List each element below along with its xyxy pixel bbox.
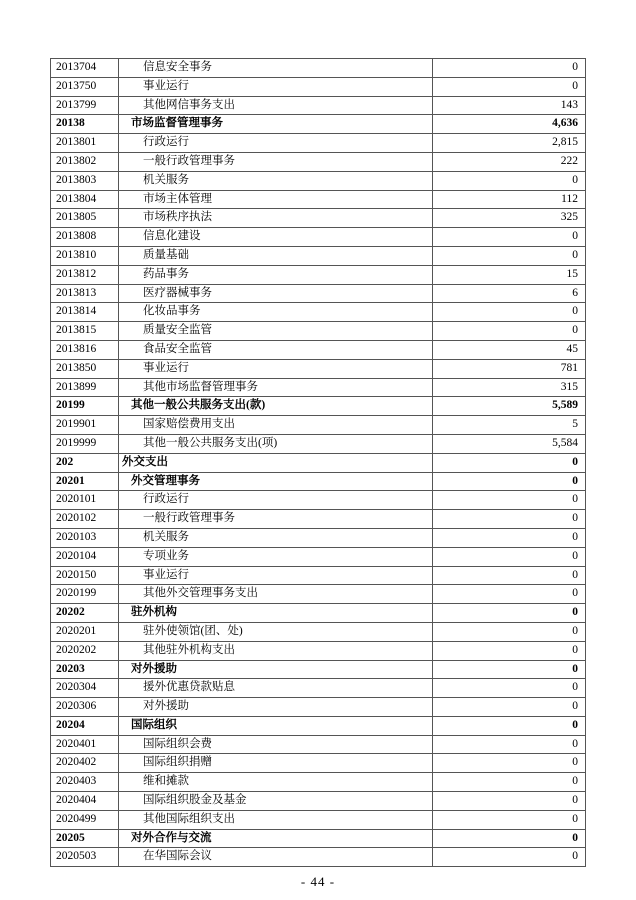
value-cell: 0 (433, 735, 586, 754)
name-cell: 食品安全监管 (119, 340, 433, 359)
name-cell: 国际组织股金及基金 (119, 792, 433, 811)
name-cell: 对外合作与交流 (119, 829, 433, 848)
name-cell: 质量安全监管 (119, 322, 433, 341)
value-cell: 0 (433, 547, 586, 566)
name-cell: 驻外使领馆(团、处) (119, 622, 433, 641)
name-cell: 一般行政管理事务 (119, 510, 433, 529)
table-row (51, 322, 586, 341)
name-cell: 化妆品事务 (119, 303, 433, 322)
code-cell: 2020104 (51, 547, 119, 566)
code-cell: 2013850 (51, 359, 119, 378)
name-cell: 其他驻外机构支出 (119, 641, 433, 660)
value-cell: 0 (433, 698, 586, 717)
code-cell: 2013815 (51, 322, 119, 341)
code-cell: 2013899 (51, 378, 119, 397)
table-row (51, 265, 586, 284)
table-row (51, 416, 586, 435)
code-cell: 2013816 (51, 340, 119, 359)
value-cell: 5,584 (433, 434, 586, 453)
table-row (51, 378, 586, 397)
table-row (51, 848, 586, 867)
table-row (51, 660, 586, 679)
name-cell: 维和摊款 (119, 773, 433, 792)
name-cell: 其他市场监督管理事务 (119, 378, 433, 397)
code-cell: 20203 (51, 660, 119, 679)
value-cell: 0 (433, 59, 586, 78)
table-row (51, 792, 586, 811)
name-cell: 市场主体管理 (119, 190, 433, 209)
value-cell: 5 (433, 416, 586, 435)
table-row (51, 59, 586, 78)
table-row (51, 190, 586, 209)
code-cell: 2013801 (51, 134, 119, 153)
value-cell: 0 (433, 171, 586, 190)
name-cell: 外交管理事务 (119, 472, 433, 491)
name-cell: 一般行政管理事务 (119, 152, 433, 171)
code-cell: 2020103 (51, 528, 119, 547)
table-row (51, 585, 586, 604)
name-cell: 专项业务 (119, 547, 433, 566)
name-cell: 驻外机构 (119, 604, 433, 623)
name-cell: 事业运行 (119, 359, 433, 378)
name-cell: 国际组织会费 (119, 735, 433, 754)
name-cell: 信息化建设 (119, 228, 433, 247)
value-cell: 0 (433, 528, 586, 547)
table-row (51, 134, 586, 153)
code-cell: 2020403 (51, 773, 119, 792)
table-row (51, 528, 586, 547)
code-cell: 2020402 (51, 754, 119, 773)
table-row (51, 698, 586, 717)
code-cell: 2020401 (51, 735, 119, 754)
budget-table-body (51, 59, 586, 867)
code-cell: 2013802 (51, 152, 119, 171)
value-cell: 45 (433, 340, 586, 359)
table-row (51, 679, 586, 698)
value-cell: 0 (433, 566, 586, 585)
code-cell: 20201 (51, 472, 119, 491)
table-row (51, 397, 586, 416)
name-cell: 市场秩序执法 (119, 209, 433, 228)
code-cell: 2020150 (51, 566, 119, 585)
value-cell: 0 (433, 453, 586, 472)
table-row (51, 171, 586, 190)
budget-table (50, 58, 586, 867)
code-cell: 2020201 (51, 622, 119, 641)
code-cell: 2020404 (51, 792, 119, 811)
code-cell: 202 (51, 453, 119, 472)
code-cell: 20202 (51, 604, 119, 623)
value-cell: 0 (433, 246, 586, 265)
value-cell: 0 (433, 848, 586, 867)
name-cell: 其他一般公共服务支出(项) (119, 434, 433, 453)
table-row (51, 604, 586, 623)
table-row (51, 735, 586, 754)
name-cell: 行政运行 (119, 134, 433, 153)
table-row (51, 566, 586, 585)
code-cell: 2020306 (51, 698, 119, 717)
code-cell: 2020503 (51, 848, 119, 867)
code-cell: 2013803 (51, 171, 119, 190)
name-cell: 事业运行 (119, 77, 433, 96)
value-cell: 0 (433, 641, 586, 660)
table-row (51, 716, 586, 735)
code-cell: 2013799 (51, 96, 119, 115)
table-row (51, 152, 586, 171)
table-row (51, 773, 586, 792)
code-cell: 20204 (51, 716, 119, 735)
value-cell: 2,815 (433, 134, 586, 153)
value-cell: 0 (433, 472, 586, 491)
name-cell: 其他网信事务支出 (119, 96, 433, 115)
code-cell: 2020304 (51, 679, 119, 698)
table-row (51, 228, 586, 247)
table-row (51, 622, 586, 641)
name-cell: 国际组织 (119, 716, 433, 735)
value-cell: 15 (433, 265, 586, 284)
name-cell: 其他一般公共服务支出(款) (119, 397, 433, 416)
value-cell: 781 (433, 359, 586, 378)
code-cell: 2013805 (51, 209, 119, 228)
name-cell: 在华国际会议 (119, 848, 433, 867)
code-cell: 2013808 (51, 228, 119, 247)
table-row (51, 284, 586, 303)
name-cell: 事业运行 (119, 566, 433, 585)
table-row (51, 434, 586, 453)
name-cell: 国际组织捐赠 (119, 754, 433, 773)
code-cell: 2013810 (51, 246, 119, 265)
value-cell: 0 (433, 622, 586, 641)
table-row (51, 547, 586, 566)
code-cell: 2019999 (51, 434, 119, 453)
code-cell: 20205 (51, 829, 119, 848)
value-cell: 0 (433, 510, 586, 529)
name-cell: 信息安全事务 (119, 59, 433, 78)
value-cell: 6 (433, 284, 586, 303)
name-cell: 市场监督管理事务 (119, 115, 433, 134)
table-row (51, 340, 586, 359)
table-row (51, 303, 586, 322)
value-cell: 0 (433, 604, 586, 623)
value-cell: 0 (433, 585, 586, 604)
code-cell: 2013812 (51, 265, 119, 284)
value-cell: 222 (433, 152, 586, 171)
table-row (51, 246, 586, 265)
value-cell: 315 (433, 378, 586, 397)
name-cell: 对外援助 (119, 698, 433, 717)
value-cell: 0 (433, 792, 586, 811)
name-cell: 其他国际组织支出 (119, 810, 433, 829)
table-row (51, 359, 586, 378)
table-row (51, 453, 586, 472)
table-row (51, 754, 586, 773)
value-cell: 0 (433, 829, 586, 848)
name-cell: 行政运行 (119, 491, 433, 510)
name-cell: 国家赔偿费用支出 (119, 416, 433, 435)
name-cell: 其他外交管理事务支出 (119, 585, 433, 604)
code-cell: 2020101 (51, 491, 119, 510)
code-cell: 2019901 (51, 416, 119, 435)
code-cell: 2013750 (51, 77, 119, 96)
value-cell: 0 (433, 773, 586, 792)
table-row (51, 829, 586, 848)
table-row (51, 115, 586, 134)
value-cell: 0 (433, 810, 586, 829)
value-cell: 112 (433, 190, 586, 209)
value-cell: 0 (433, 491, 586, 510)
code-cell: 2020199 (51, 585, 119, 604)
code-cell: 2020499 (51, 810, 119, 829)
code-cell: 2013813 (51, 284, 119, 303)
code-cell: 2020202 (51, 641, 119, 660)
value-cell: 325 (433, 209, 586, 228)
code-cell: 2020102 (51, 510, 119, 529)
table-row (51, 810, 586, 829)
name-cell: 质量基础 (119, 246, 433, 265)
table-row (51, 472, 586, 491)
code-cell: 2013704 (51, 59, 119, 78)
table-row (51, 96, 586, 115)
name-cell: 对外援助 (119, 660, 433, 679)
code-cell: 20199 (51, 397, 119, 416)
code-cell: 2013804 (51, 190, 119, 209)
table-row (51, 491, 586, 510)
value-cell: 0 (433, 716, 586, 735)
value-cell: 5,589 (433, 397, 586, 416)
page-number: - 44 - (300, 874, 336, 889)
value-cell: 0 (433, 228, 586, 247)
name-cell: 机关服务 (119, 171, 433, 190)
value-cell: 0 (433, 679, 586, 698)
name-cell: 外交支出 (119, 453, 433, 472)
value-cell: 0 (433, 77, 586, 96)
name-cell: 援外优惠贷款贴息 (119, 679, 433, 698)
value-cell: 0 (433, 660, 586, 679)
value-cell: 4,636 (433, 115, 586, 134)
table-row (51, 510, 586, 529)
name-cell: 机关服务 (119, 528, 433, 547)
value-cell: 0 (433, 303, 586, 322)
value-cell: 0 (433, 754, 586, 773)
value-cell: 0 (433, 322, 586, 341)
code-cell: 2013814 (51, 303, 119, 322)
table-row (51, 641, 586, 660)
table-row (51, 77, 586, 96)
table-row (51, 209, 586, 228)
value-cell: 143 (433, 96, 586, 115)
name-cell: 医疗器械事务 (119, 284, 433, 303)
name-cell: 药品事务 (119, 265, 433, 284)
code-cell: 20138 (51, 115, 119, 134)
